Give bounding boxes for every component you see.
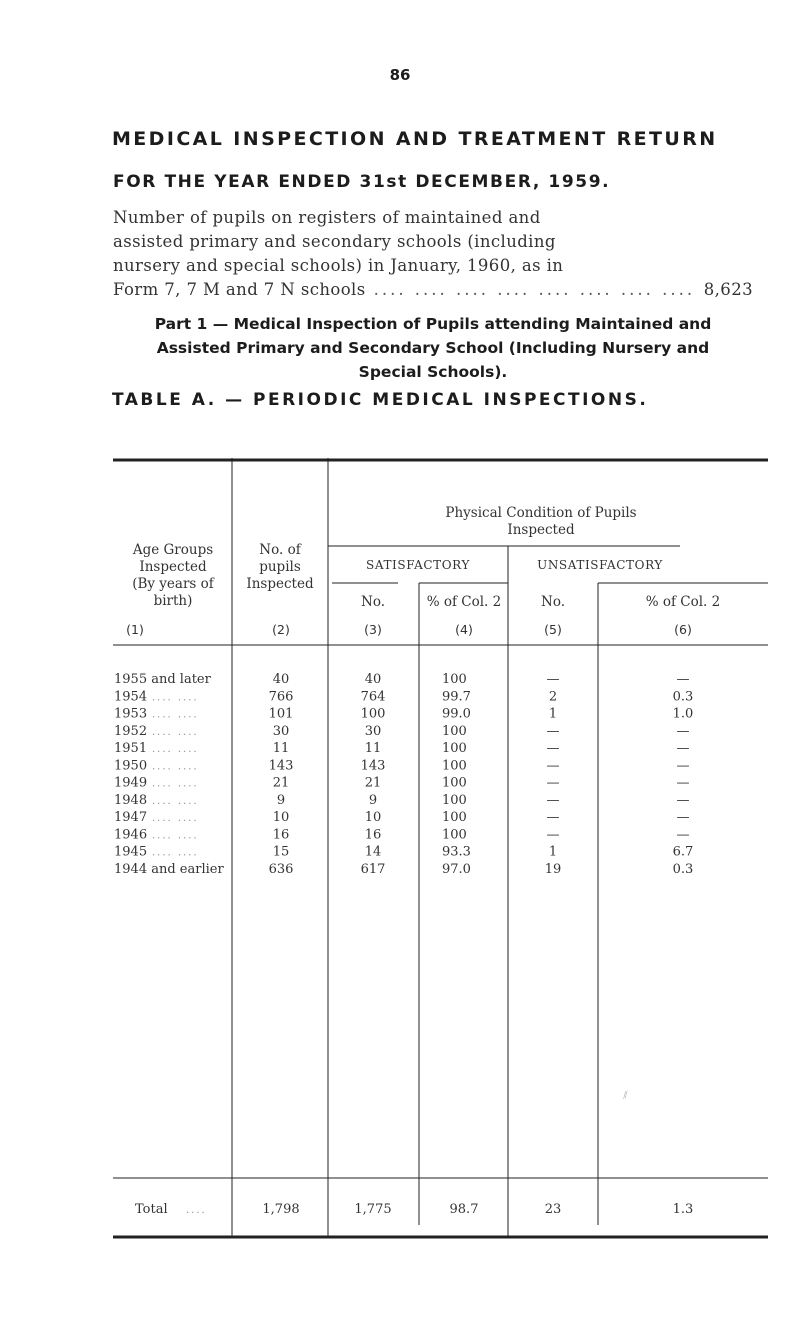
col2-header-line: Inspected: [246, 576, 314, 592]
paragraph-line: Number of pupils on registers of maintained and: [113, 208, 541, 227]
table-row: [114, 672, 690, 687]
sat-no-cell: 30: [364, 723, 382, 739]
table-rules: [113, 458, 768, 1237]
unsat-no-cell: 1: [548, 844, 558, 860]
sat-pct-cell: 97.0: [442, 861, 471, 877]
sat-pct-cell: 100: [442, 775, 467, 791]
table-row: [114, 776, 690, 791]
age-group-cell: 1950: [114, 758, 148, 774]
col-number: (3): [364, 622, 382, 637]
inspected-cell: 11: [272, 741, 290, 756]
sat-no-cell: 143: [360, 758, 386, 774]
unsat-pct-cell: —: [676, 672, 690, 687]
inspected-cell: 9: [276, 792, 286, 808]
age-group-cell: 1946: [114, 827, 148, 843]
col1-header-line: Age Groups: [132, 542, 214, 558]
col-number: (4): [455, 622, 473, 637]
age-group-cell: 1951: [114, 741, 148, 756]
sat-no-cell: 764: [360, 689, 386, 705]
unsat-pct-header: % of Col. 2: [645, 594, 721, 610]
inspected-cell: 143: [268, 758, 294, 774]
paragraph-line: nursery and special schools) in January, 1960, as in: [113, 256, 564, 275]
sat-pct-cell: 100: [442, 672, 467, 687]
inspected-cell: 766: [268, 689, 294, 705]
unsat-pct-cell: —: [676, 810, 690, 825]
sat-no-cell: 21: [364, 775, 382, 791]
physical-condition-header: Inspected: [507, 522, 575, 538]
table-row: [114, 724, 690, 739]
unsat-no-cell: —: [546, 672, 560, 687]
age-group-cell: 1954: [114, 689, 148, 705]
unsat-no-cell: —: [546, 775, 560, 791]
table-row: [114, 741, 690, 756]
table-row: [114, 810, 690, 825]
inspected-cell: 636: [268, 861, 294, 877]
row-leader-dots: .... ....: [152, 726, 199, 738]
age-group-cell: 1952: [114, 723, 148, 739]
table-row: [114, 827, 690, 842]
total-label: Total: [135, 1202, 168, 1217]
age-group-cell: 1947: [114, 810, 148, 825]
sat-no-cell: 14: [364, 844, 382, 860]
unsat-no-cell: —: [546, 810, 560, 825]
unsat-no-cell: 2: [548, 689, 558, 705]
table-row: [114, 793, 690, 808]
age-group-cell: 1953: [114, 706, 148, 722]
col1-header-line: (By years of: [132, 576, 214, 592]
age-group-cell: 1944 and earlier: [114, 861, 224, 877]
unsat-pct-cell: —: [676, 741, 690, 756]
table-row: [114, 758, 690, 773]
unsat-no-cell: —: [546, 758, 560, 774]
sat-pct-cell: 100: [442, 723, 467, 739]
total-sat-pct: 98.7: [449, 1202, 479, 1217]
unsatisfactory-header: Unsatisfactory: [537, 558, 663, 572]
inspected-cell: 101: [268, 706, 294, 722]
age-group-cell: 1948: [114, 792, 148, 808]
inspected-cell: 40: [272, 672, 290, 687]
sat-pct-cell: 100: [442, 792, 467, 808]
inspected-cell: 10: [272, 810, 290, 825]
sat-pct-cell: 100: [442, 827, 467, 843]
row-leader-dots: .... ....: [152, 813, 199, 824]
unsat-pct-cell: 6.7: [672, 844, 694, 860]
inspected-cell: 15: [272, 844, 290, 860]
report-subtitle: FOR THE YEAR ENDED 31st DECEMBER, 1959.: [113, 172, 611, 192]
total-unsat-pct: 1.3: [672, 1202, 694, 1217]
sat-no-cell: 16: [364, 827, 382, 843]
col-number: (1): [126, 622, 144, 637]
row-leader-dots: .... ....: [152, 830, 199, 842]
part-heading-line: Special Schools).: [358, 363, 508, 381]
report-title: MEDICAL INSPECTION AND TREATMENT RETURN: [112, 128, 718, 150]
unsat-pct-cell: —: [676, 792, 690, 808]
unsat-pct-cell: 1.0: [672, 706, 694, 722]
dot-leader: .... .... .... .... .... .... .... ....: [373, 280, 696, 299]
col-number: (2): [272, 622, 290, 637]
page-number: 86: [389, 66, 411, 84]
col2-header-line: pupils: [259, 559, 301, 575]
unsat-pct-cell: 0.3: [672, 861, 694, 877]
table-row: [114, 689, 693, 704]
table-body: [114, 672, 693, 877]
row-leader-dots: .... ....: [152, 795, 199, 807]
total-unsat-no: 23: [544, 1202, 562, 1217]
paper-mark: ⁄⁄: [622, 1089, 630, 1102]
age-group-cell: 1955 and later: [114, 672, 211, 687]
sat-pct-cell: 99.7: [442, 689, 471, 705]
row-leader-dots: .... ....: [152, 692, 199, 704]
satisfactory-header: Satisfactory: [366, 558, 470, 572]
sat-no-cell: 40: [364, 672, 382, 687]
total-inspected: 1,798: [262, 1202, 300, 1217]
pupil-total: 8,623: [703, 280, 753, 299]
col1-header-line: birth): [153, 593, 193, 609]
table-row: [114, 862, 693, 877]
age-group-cell: 1949: [114, 775, 148, 791]
sat-no-cell: 11: [364, 741, 382, 756]
unsat-no-cell: 1: [548, 706, 558, 722]
unsat-pct-cell: —: [676, 758, 690, 774]
sat-pct-cell: 93.3: [442, 844, 471, 860]
inspected-cell: 21: [272, 775, 290, 791]
part-heading-line: Part 1 — Medical Inspection of Pupils attending Maintained and: [154, 315, 712, 333]
sat-pct-cell: 100: [442, 741, 467, 756]
paragraph-line: assisted primary and secondary schools (including: [113, 232, 556, 251]
sat-pct-cell: 100: [442, 810, 467, 825]
physical-condition-header: Physical Condition of Pupils: [445, 505, 637, 521]
col1-header-line: Inspected: [139, 559, 207, 575]
sat-no-cell: 617: [360, 861, 386, 877]
sat-pct-cell: 100: [442, 758, 467, 774]
part-heading-line: Assisted Primary and Secondary School (Including Nursery and: [156, 339, 710, 357]
unsat-no-header: No.: [541, 594, 565, 610]
inspected-cell: 16: [272, 827, 290, 843]
unsat-no-cell: 19: [544, 861, 562, 877]
row-leader-dots: .... ....: [152, 709, 199, 721]
row-leader-dots: .... ....: [152, 778, 199, 790]
table-row: [114, 707, 693, 722]
unsat-no-cell: —: [546, 792, 560, 808]
table-title: TABLE A. — PERIODIC MEDICAL INSPECTIONS.: [112, 390, 649, 410]
total-row: [135, 1202, 693, 1217]
sat-no-header: No.: [361, 594, 385, 610]
unsat-no-cell: —: [546, 827, 560, 843]
sat-pct-header: % of Col. 2: [426, 594, 502, 610]
sat-no-cell: 10: [364, 810, 382, 825]
row-leader-dots: .... ....: [152, 744, 199, 755]
unsat-no-cell: —: [546, 741, 560, 756]
row-leader-dots: .... ....: [152, 847, 199, 859]
total-leader: ....: [186, 1205, 207, 1216]
unsat-pct-cell: —: [676, 723, 690, 739]
unsat-pct-cell: 0.3: [672, 689, 694, 705]
row-leader-dots: .... ....: [152, 761, 199, 773]
sat-pct-cell: 99.0: [442, 706, 471, 722]
col2-header-line: No. of: [259, 542, 301, 558]
sat-no-cell: 100: [360, 706, 386, 722]
paragraph-line: Form 7, 7 M and 7 N schools: [113, 280, 366, 299]
inspected-cell: 30: [272, 723, 290, 739]
col-number: (5): [544, 622, 562, 637]
age-group-cell: 1945: [114, 844, 148, 860]
unsat-pct-cell: —: [676, 775, 690, 791]
unsat-pct-cell: —: [676, 827, 690, 843]
table-row: [114, 845, 693, 860]
sat-no-cell: 9: [368, 792, 378, 808]
total-sat-no: 1,775: [354, 1202, 392, 1217]
unsat-no-cell: —: [546, 723, 560, 739]
col-number: (6): [674, 622, 692, 637]
